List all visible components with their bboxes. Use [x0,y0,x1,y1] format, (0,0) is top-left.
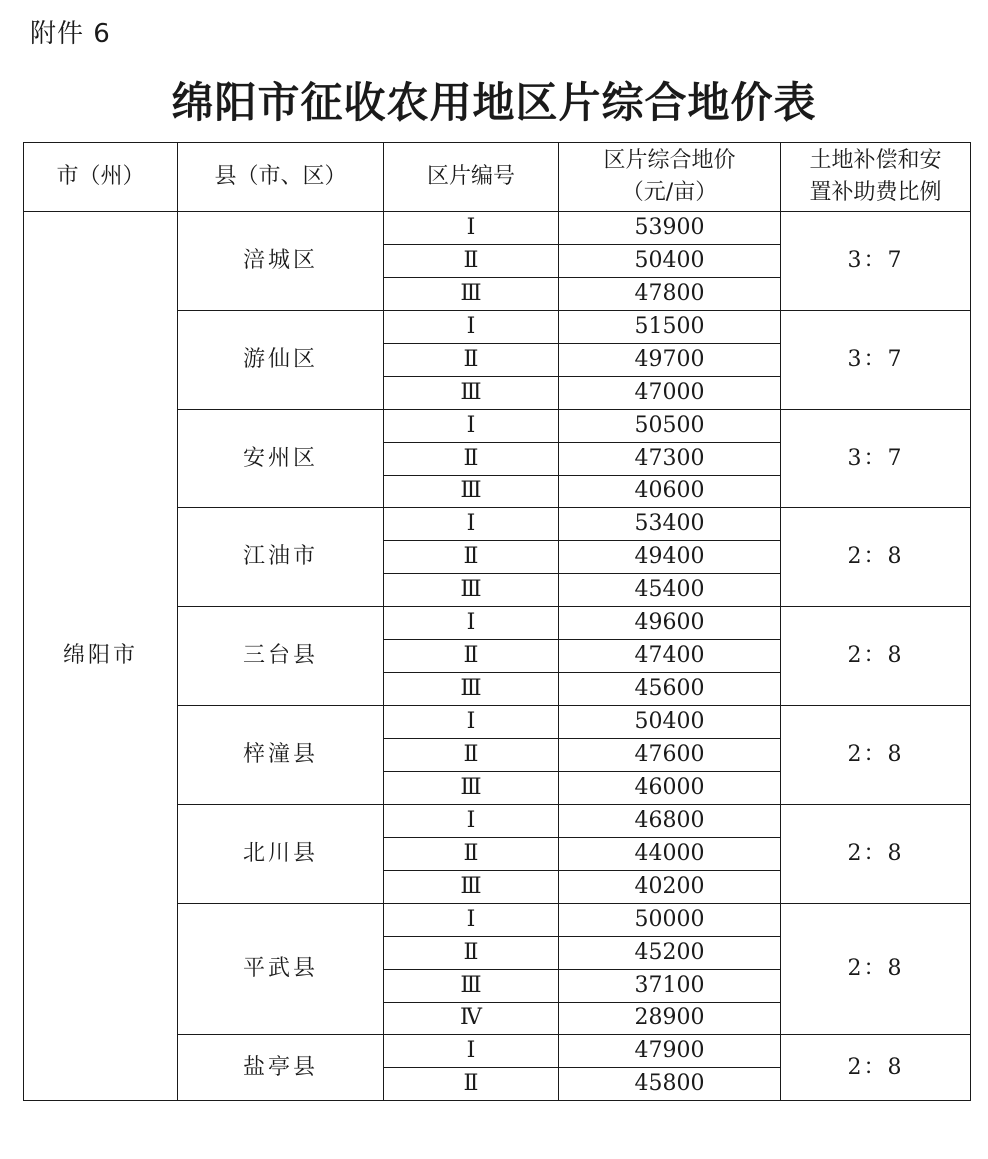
county-cell: 北川县 [178,804,384,903]
header-ratio [781,143,971,212]
zone-number-cell: Ⅱ [384,837,559,870]
zone-number-cell: Ⅰ [384,212,559,245]
zone-number-cell: Ⅰ [384,508,559,541]
table-row [24,212,971,245]
ratio-cell: 2：8 [781,508,971,607]
price-cell: 49600 [559,607,781,640]
zone-number-cell: Ⅰ [384,706,559,739]
zone-number-cell: Ⅱ [384,541,559,574]
header-price [559,143,781,212]
zone-number-cell: Ⅲ [384,969,559,1002]
zone-number-cell: Ⅰ [384,607,559,640]
county-cell: 梓潼县 [178,706,384,805]
zone-number-cell: Ⅲ [384,376,559,409]
price-cell: 47000 [559,376,781,409]
zone-number-cell: Ⅱ [384,244,559,277]
zone-number-cell: Ⅱ [384,343,559,376]
price-cell: 45600 [559,673,781,706]
zone-number-cell: Ⅰ [384,804,559,837]
header-zone-no: 区片编号 [384,143,559,212]
zone-number-cell: Ⅲ [384,475,559,508]
header-row [24,143,971,212]
table-header [24,143,971,212]
county-cell: 安州区 [178,409,384,508]
document-title: 绵阳市征收农用地区片综合地价表 [171,78,817,127]
ratio-cell: 3：7 [781,310,971,409]
zone-number-cell: Ⅲ [384,870,559,903]
price-cell: 47300 [559,442,781,475]
header-ratio-line1: 土地补偿和安 [809,148,942,173]
header-ratio-line2: 置补助费比例 [809,180,942,205]
price-cell: 28900 [559,1002,781,1035]
price-cell: 50400 [559,244,781,277]
price-cell: 49400 [559,541,781,574]
price-cell: 50000 [559,903,781,936]
ratio-cell: 2：8 [781,607,971,706]
ratio-cell: 3：7 [781,409,971,508]
zone-number-cell: Ⅰ [384,1035,559,1068]
price-cell: 47400 [559,640,781,673]
ratio-cell: 3：7 [781,212,971,311]
zone-number-cell: Ⅲ [384,277,559,310]
zone-number-cell: Ⅰ [384,409,559,442]
header-price-line2: （元/亩） [621,180,718,205]
zone-number-cell: Ⅰ [384,310,559,343]
ratio-cell: 2：8 [781,804,971,903]
price-cell: 40200 [559,870,781,903]
zone-number-cell: Ⅱ [384,739,559,772]
price-cell: 46000 [559,771,781,804]
county-cell: 涪城区 [178,212,384,311]
price-cell: 47900 [559,1035,781,1068]
zone-number-cell: Ⅱ [384,640,559,673]
header-city: 市（州） [24,143,178,212]
price-cell: 46800 [559,804,781,837]
price-cell: 49700 [559,343,781,376]
ratio-cell: 2：8 [781,903,971,1035]
county-cell: 三台县 [178,607,384,706]
zone-number-cell: Ⅱ [384,936,559,969]
price-cell: 50500 [559,409,781,442]
price-cell: 44000 [559,837,781,870]
ratio-cell: 2：8 [781,706,971,805]
zone-number-cell: Ⅳ [384,1002,559,1035]
zone-number-cell: Ⅲ [384,673,559,706]
price-cell: 50400 [559,706,781,739]
zone-number-cell: Ⅰ [384,903,559,936]
county-cell: 游仙区 [178,310,384,409]
price-cell: 37100 [559,969,781,1002]
zone-number-cell: Ⅱ [384,1068,559,1101]
city-cell: 绵阳市 [24,212,178,1101]
county-cell: 江油市 [178,508,384,607]
zone-number-cell: Ⅱ [384,442,559,475]
header-county: 县（市、区） [178,143,384,212]
price-cell: 45200 [559,936,781,969]
price-cell: 45400 [559,574,781,607]
header-price-line1: 区片综合地价 [603,148,736,173]
county-cell: 平武县 [178,903,384,1035]
price-cell: 53900 [559,212,781,245]
table-body [24,212,971,1101]
price-cell: 47800 [559,277,781,310]
zone-number-cell: Ⅲ [384,771,559,804]
price-cell: 45800 [559,1068,781,1101]
annex-label: 附件 6 [30,19,111,49]
price-cell: 47600 [559,739,781,772]
price-cell: 53400 [559,508,781,541]
ratio-cell: 2：8 [781,1035,971,1101]
price-cell: 51500 [559,310,781,343]
price-cell: 40600 [559,475,781,508]
zone-number-cell: Ⅲ [384,574,559,607]
county-cell: 盐亭县 [178,1035,384,1101]
land-price-table [23,142,971,1101]
